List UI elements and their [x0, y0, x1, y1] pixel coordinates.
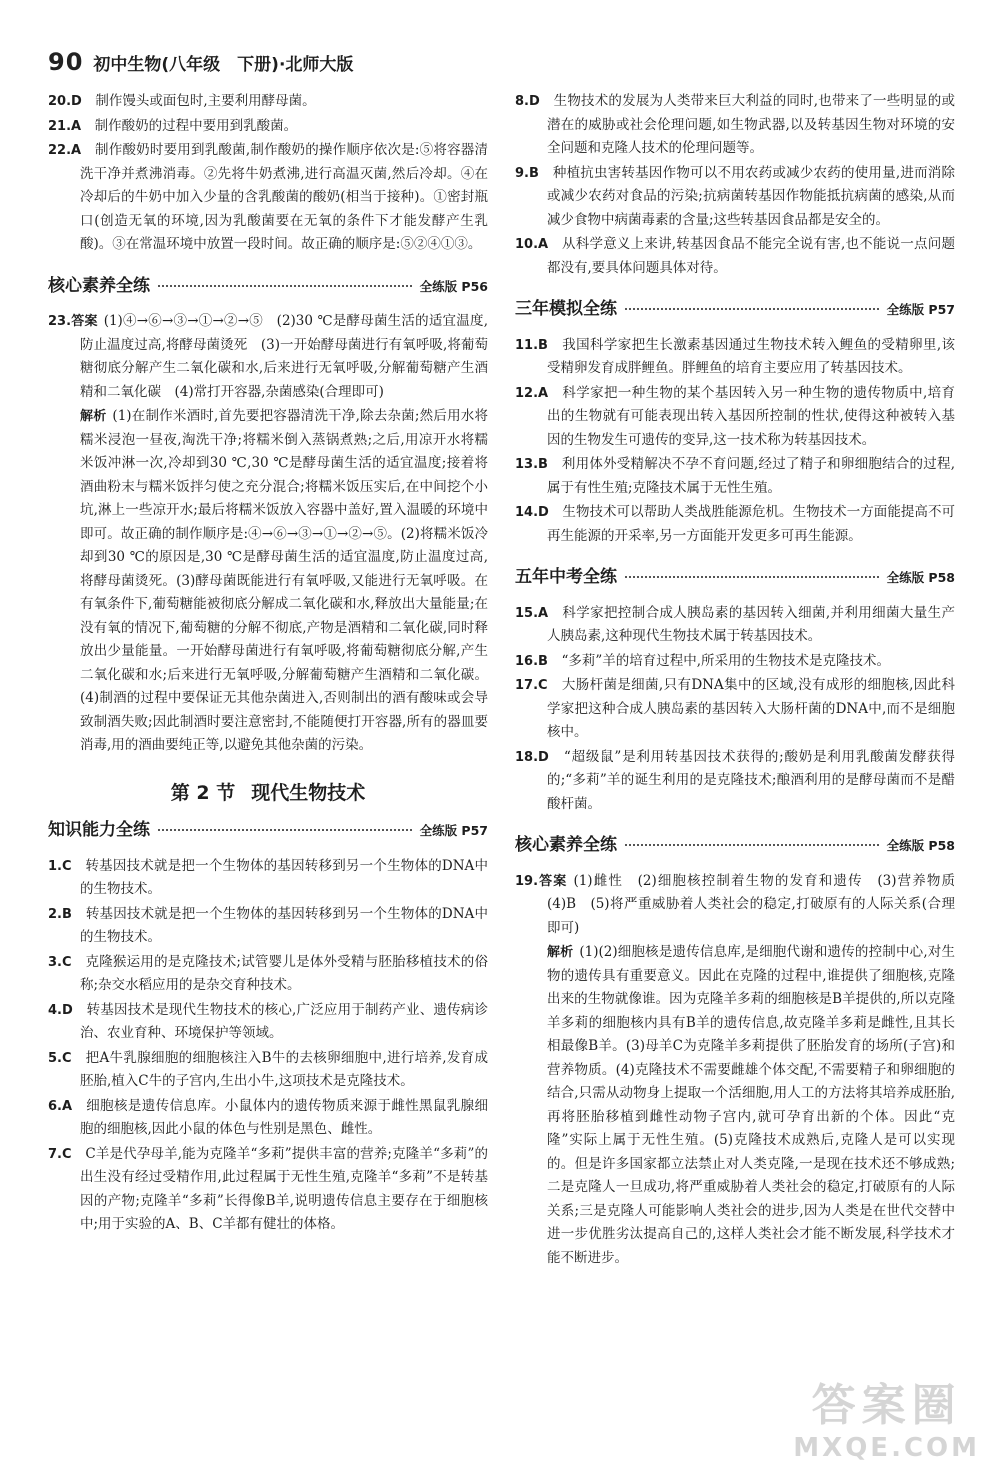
- answer-number: 9.B: [515, 165, 539, 181]
- answer-item: [515, 674, 955, 745]
- answer-item: [515, 334, 955, 381]
- answer-text: “多莉”羊的培育过程中,所采用的生物技术是克隆技术。: [561, 652, 891, 669]
- answer-item: [515, 162, 955, 233]
- answer-item: [48, 855, 488, 902]
- answer-text: 制作馒头或面包时,主要利用酵母菌。: [95, 93, 316, 109]
- answer-item: [515, 602, 955, 649]
- answer-item: [515, 382, 955, 453]
- book-title: 初中生物(八年级 下册)·北师大版: [93, 54, 354, 75]
- answer-number: 16.B: [515, 653, 548, 669]
- answer-text: 制作酸奶时要用到乳酸菌,制作酸奶的操作顺序依次是:⑤将容器清洗干净并煮沸消毒。②先将牛奶煮沸,进行高温灭菌,然后冷却。④在冷却后的牛奶中加入少量的含乳酸菌的酸奶(相当于接种)。①密封瓶口(创造无氧的环境,因为乳酸菌要在无氧的条件下才能发酵产生乳酸)。③在常温环境中放置一段时间。故正确的顺序是:⑤②④①③。: [80, 142, 489, 252]
- answer-text: 从科学意义上来讲,转基因食品不能完全说有害,也不能说一点问题都没有,要具体问题具体对待。: [547, 236, 956, 276]
- answer-number: 20.D: [48, 94, 82, 109]
- answer-item: [48, 1095, 488, 1142]
- answer-item: [515, 650, 955, 674]
- answer-text: C羊是代孕母羊,能为克隆羊“多莉”提供丰富的营养;克隆羊“多莉”的出生没有经过受精作用,此过程属于无性生殖,克隆羊“多莉”不是转基因的产物;克隆羊“多莉”长得像B羊,说明遗传信息主要存在于细胞核中;用于实验的A、B、C羊都有健壮的体格。: [80, 1145, 489, 1232]
- answer-number: 11.B: [515, 337, 548, 353]
- answer-list: [48, 855, 488, 1237]
- question-23: 23.答案 (1)④→⑥→③→①→②→⑤ (2)30 ℃是酵母菌生活的适宜温度,防止温度过高,将酵母菌烫死 (3)一开始酵母菌进行有氧呼吸,将葡萄糖彻底分解产生二氧化碳和水,后来进行无氧呼吸,分解葡萄糖产生酒精和二氧化碳 (4)常打开容器,杂菌感染(合理即可): [48, 313, 488, 400]
- answer-number: 14.D: [515, 505, 549, 520]
- answer-text: 生物技术的发展为人类带来巨大利益的同时,也带来了一些明显的或潜在的威胁或社会伦理问题,如生物武器,以及转基因生物对环境的安全问题和克隆人技术的伦理问题等。: [547, 93, 956, 156]
- answer-text: 科学家把一种生物的某个基因转入另一种生物的遗传物质中,培育出的生物就有可能表现出转入基因所控制的性状,使得这种被转入基因的生物发生可遗传的变异,这一技术称为转基因技术。: [547, 384, 956, 448]
- section-header: 核心素养全练 全练版 P56: [48, 275, 488, 296]
- left-column: [48, 90, 488, 1238]
- answer-number: 7.C: [48, 1146, 72, 1162]
- answer-number: 15.A: [515, 605, 549, 621]
- answer-text: 生物技术可以帮助人类战胜能源危机。生物技术一方面能提高不可再生能源的开采率,另一方面能开发更多可再生能源。: [547, 504, 955, 544]
- answer-item: [515, 453, 955, 500]
- section-header: 核心素养全练 全练版 P58: [515, 835, 955, 855]
- answer-text: 大肠杆菌是细菌,只有DNA集中的区域,没有成形的细胞核,因此科学家把这种合成人胰岛素的基因转入大肠杆菌的DNA中,而不是细胞核中。: [547, 677, 955, 740]
- answer-item: [515, 90, 955, 161]
- answer-item: [48, 1143, 488, 1237]
- answer-number: 3.C: [48, 954, 72, 970]
- answer-text: 转基因技术就是把一个生物体的基因转移到另一个生物体的DNA中的生物技术。: [80, 905, 489, 945]
- answer-number: 2.B: [48, 906, 72, 922]
- answer-item: [48, 903, 488, 950]
- answer-item: [48, 999, 488, 1046]
- answer-text: 把A牛乳腺细胞的细胞核注入B牛的去核卵细胞中,进行培养,发育成胚胎,植入C牛的子宫内,生出小牛,这项技术是克隆技术。: [80, 1049, 488, 1089]
- answer-number: 13.B: [515, 457, 548, 472]
- question-19: 19.答案 (1)雌性 (2)细胞核控制着生物的发育和遗传 (3)营养物质 (4)B (5)将严重威胁着人类社会的稳定,打破原有的人际关系(合理即可): [515, 872, 969, 936]
- answer-text: 克隆猴运用的是克隆技术;试管婴儿是体外受精与胚胎移植技术的俗称;杂交水稻应用的是杂交育种技术。: [80, 953, 488, 993]
- answer-number: 21.A: [48, 118, 82, 134]
- answer-text: 种植抗虫害转基因作物可以不用农药或减少农药的使用量,进而消除或减少农药对食品的污染;抗病菌转基因作物能抵抗病菌的感染,从而减少食物中病菌毒素的含量;这些转基因食品都是安全的。: [547, 164, 956, 228]
- answer-number: 17.C: [515, 678, 548, 693]
- answer-text: 细胞核是遗传信息库。小鼠体内的遗传物质来源于雌性黑鼠乳腺细胞的细胞核,因此小鼠的体色与性别是黑色、雌性。: [80, 1097, 489, 1137]
- answer-text: 我国科学家把生长激素基因通过生物技术转入鲤鱼的受精卵里,该受精卵发育成胖鲤鱼。胖鲤鱼的培育主要应用了转基因技术。: [547, 336, 955, 376]
- answer-list: [515, 90, 955, 280]
- answer-item: [48, 115, 488, 139]
- answer-item: [48, 1047, 488, 1094]
- answer-item: [515, 746, 955, 817]
- question-23-analysis: 解析 (1)在制作米酒时,首先要把容器清洗干净,除去杂菌;然后用水将糯米浸泡一昼夜,淘洗干净;将糯米倒入蒸锅煮熟;之后,用凉开水将糯米饭冲淋一次,冷却到30 ℃,30 ℃是酵母菌生活的适宜温度;接着将酒曲粉末与糯米饭拌匀使之充分混合;将糯米饭压实后,在中间挖个小坑,淋上一些凉开水;最后将糯米饭放入容器中盖好,置入温暖的环境中即可。故正确的制作顺序是:④→⑥→③→①→②→⑤。(2)将糯米饭冷却到30 ℃的原因是,30 ℃是酵母菌生活的适宜温度,防止温度过高,将酵母菌烫死。(3)酵母菌既能进行有氧呼吸,又能进行无氧呼吸。在有氧条件下,葡萄糖能被彻底分解成二氧化碳和水,释放出大量能量;在没有氧的情况下,葡萄糖的分解不彻底,产物是酒精和二氧化碳,同时释放出少量能量。一开始酵母菌进行有氧呼吸,将葡萄糖彻底分解,产生二氧化碳和水;后来进行无氧呼吸,分解葡萄糖产生酒精和二氧化碳。(4)制酒的过程中要保证无其他杂菌进入,否则制出的酒有酸味或会导致制酒失败;因此制酒时要注意密封,不能随便打开容器,所有的器皿要消毒,用的酒曲要纯正等,以避免其他杂菌的污染。: [80, 408, 488, 753]
- answer-item: [515, 501, 955, 548]
- answer-number: 12.A: [515, 385, 549, 401]
- answer-list: [515, 602, 955, 817]
- answer-item: [48, 951, 488, 998]
- answer-item: [515, 233, 955, 280]
- answer-number: 18.D: [515, 749, 549, 765]
- answer-item: [48, 90, 488, 114]
- answer-number: 8.D: [515, 94, 540, 109]
- answer-list: [48, 90, 488, 257]
- watermark-logo: 答案圈 MXQE.COM: [793, 1380, 980, 1463]
- answer-number: 22.A: [48, 143, 82, 158]
- answer-text: 转基因技术就是把一个生物体的基因转移到另一个生物体的DNA中的生物技术。: [80, 857, 488, 897]
- answer-number: 4.D: [48, 1002, 73, 1018]
- answer-list: [515, 334, 955, 549]
- page-header: [48, 44, 353, 80]
- section-header: 三年模拟全练 全练版 P57: [515, 299, 955, 319]
- answer-text: 制作酸奶的过程中要用到乳酸菌。: [94, 117, 298, 134]
- answer-text: 转基因技术是现代生物技术的核心,广泛应用于制药产业、遗传病诊治、农业育种、环境保护等领域。: [80, 1001, 489, 1041]
- answer-number: 1.C: [48, 858, 72, 874]
- answer-number: 10.A: [515, 237, 549, 252]
- question-19-analysis: 解析 (1)(2)细胞核是遗传信息库,是细胞代谢和遗传的控制中心,对生物的遗传具有重要意义。因此在克隆的过程中,谁提供了细胞核,克隆出来的生物就像谁。因为克隆羊多莉的细胞核是B羊提供的,所以克隆羊多莉的细胞核内具有B羊的遗传信息,故克隆羊多莉是雌性,且其长相最像B羊。(3)母羊C为克隆羊多莉提供了胚胎发育的场所(子宫)和营养物质。(4)克隆技术不需要雌雄个体交配,不需要精子和卵细胞的结合,只需从动物身上提取一个活细胞,用人工的方法将其培养成胚胎,再将胚胎移植到雌性动物子宫内,就可孕育出新的个体。因此“克隆”实际上属于无性生殖。(5)克隆技术成熟后,克隆人是可以实现的。但是许多国家都立法禁止对人类克隆,一是现在技术还不够成熟;二是克隆人一旦成功,将严重威胁着人类社会的稳定,打破原有的人际关系;三是克隆人可能影响人类社会的进步,因为人类是在世代交替中进一步优胜劣汰提高自己的,这样人类社会才能不断发展,科学技术才能不断进步。: [547, 944, 955, 1266]
- answer-number: 6.A: [48, 1098, 73, 1114]
- right-column: [515, 90, 969, 1270]
- answer-text: 利用体外受精解决不孕不育问题,经过了精子和卵细胞结合的过程,属于有性生殖;克隆技术属于无性生殖。: [547, 456, 955, 496]
- answer-text: “超级鼠”是利用转基因技术获得的;酸奶是利用乳酸菌发酵获得的;“多莉”羊的诞生利用的是克隆技术;酿酒利用的是酵母菌而不是醋酸杆菌。: [547, 748, 955, 812]
- page-number: 90: [48, 48, 84, 76]
- answer-text: 科学家把控制合成人胰岛素的基因转入细菌,并利用细菌大量生产人胰岛素,这种现代生物技术属于转基因技术。: [547, 604, 956, 644]
- answer-item: [48, 139, 488, 257]
- section-header: 五年中考全练 全练版 P58: [515, 567, 955, 587]
- chapter-heading: 第 2 节 现代生物技术: [170, 781, 366, 804]
- answer-number: 5.C: [48, 1050, 72, 1066]
- section-header: 知识能力全练 全练版 P57: [48, 820, 488, 840]
